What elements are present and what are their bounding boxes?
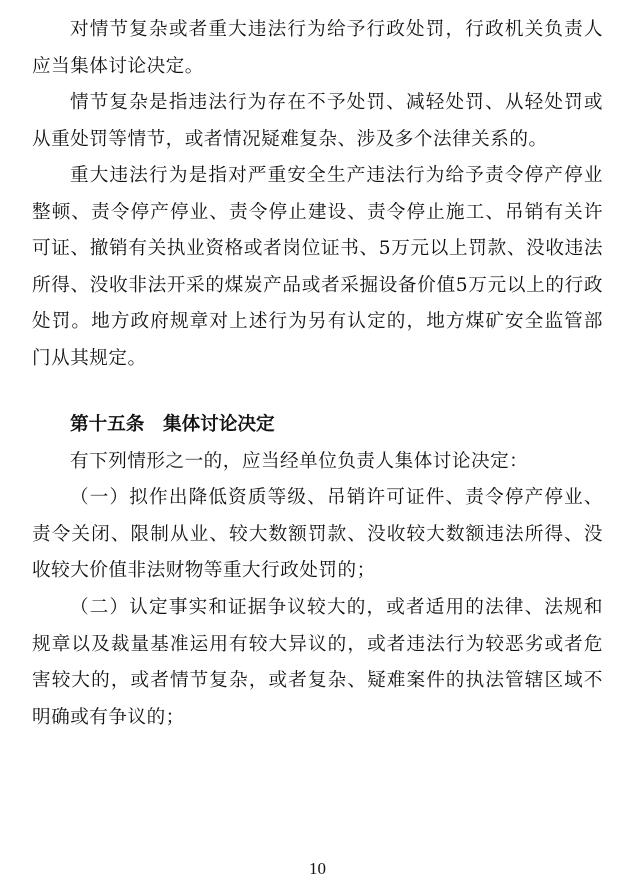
paragraph-item-one: （一）拟作出降低资质等级、吊销许可证件、责令停产停业、责令关闭、限制从业、较大数额罚款、没收较大数额违法所得、没收较大价值非法财物等重大行政处罚的； <box>32 487 603 582</box>
paragraph-item-two: （二）认定事实和证据争议较大的，或者适用的法律、法规和规章以及裁量基准运用有较大异议的，或者违法行为较恶劣或者危害较大的，或者情节复杂，或者复杂、疑难案件的执法管辖区域不明确或有争议的； <box>32 597 603 728</box>
paragraph-complex-circumstances: 情节复杂是指违法行为存在不予处罚、减轻处罚、从轻处罚或从重处罚等情节，或者情况疑难复杂、涉及多个法律关系的。 <box>32 92 603 150</box>
page-number: 10 <box>309 859 326 878</box>
paragraph-major-violations: 重大违法行为是指对严重安全生产违法行为给予责令停产停业整顿、责令停产停业、责令停止建设、责令停止施工、吊销有关许可证、撤销有关执业资格或者岗位证书、5万元以上罚款、没收违法所得、没收非法开采的煤炭产品或者采掘设备价值5万元以上的行政处罚。地方政府规章对上述行为另有认定的，地方煤矿安全监管部门从其规定。 <box>32 165 603 369</box>
paragraph-collective-discussion-intro: 对情节复杂或者重大违法行为给予行政处罚，行政机关负责人应当集体讨论决定。 <box>32 19 603 77</box>
article-15-heading: 第十五条 集体讨论决定 <box>70 414 275 435</box>
paragraph-article-intro: 有下列情形之一的，应当经单位负责人集体讨论决定： <box>70 451 529 472</box>
